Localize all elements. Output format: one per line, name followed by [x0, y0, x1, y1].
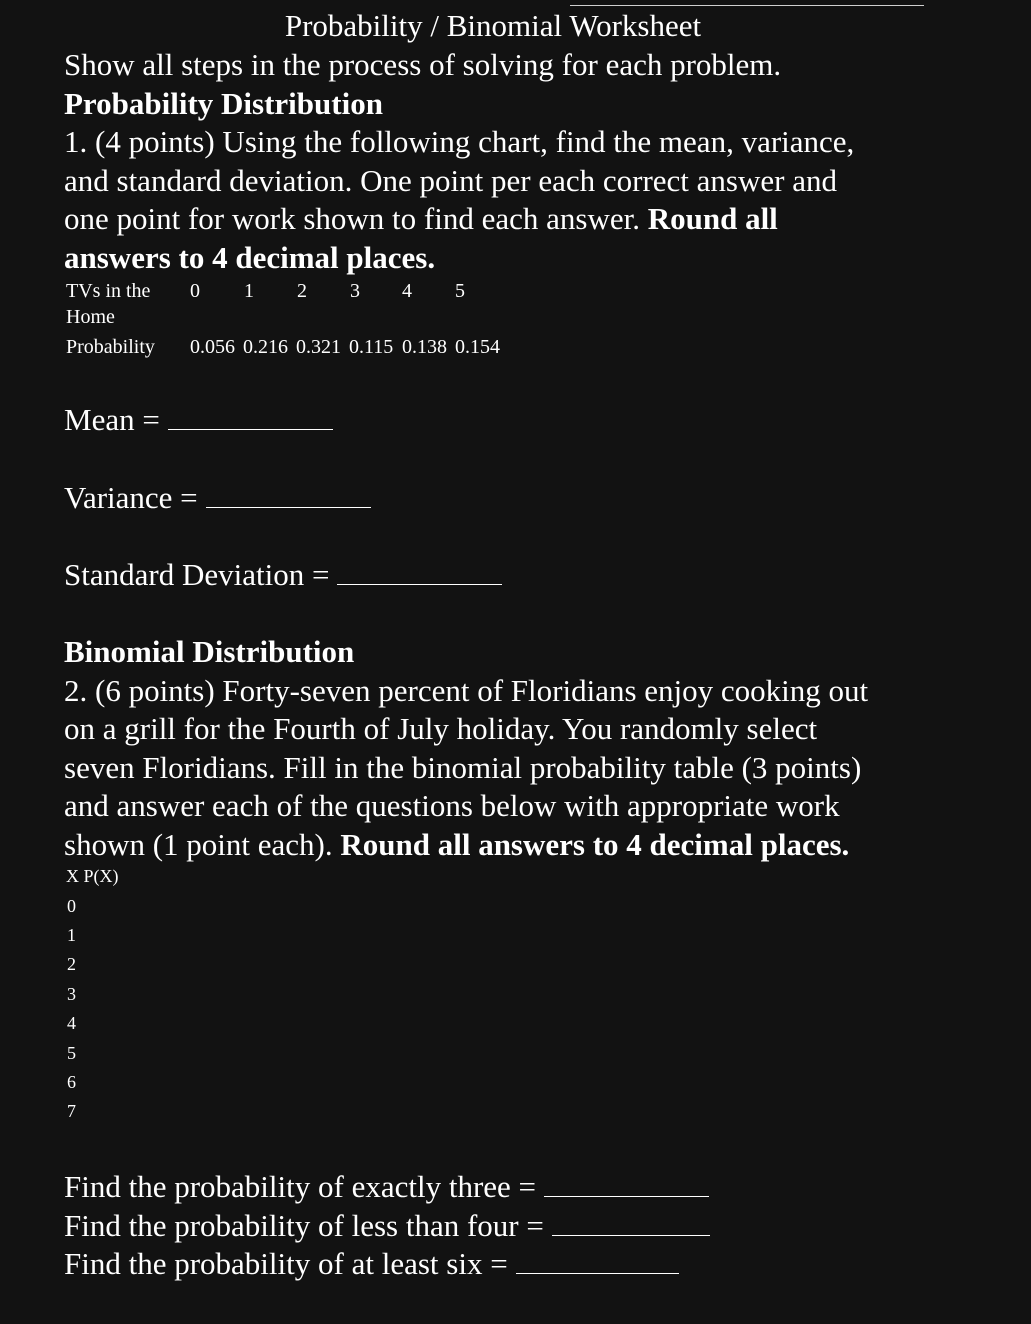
tv-x-value: 0 [190, 280, 200, 302]
less-than-four-blank[interactable] [552, 1234, 710, 1236]
at-least-six-question [64, 1246, 679, 1282]
probability-value: 0.321 [296, 336, 341, 358]
binomial-x-value: 7 [67, 1101, 76, 1121]
problem1-line3 [64, 201, 778, 237]
binomial-x-value: 0 [67, 896, 76, 916]
page-title: Probability / Binomial Worksheet [284, 8, 702, 43]
exactly-three-label: Find the probability of exactly three = [64, 1169, 537, 1204]
problem2-line5 [64, 827, 849, 863]
probability-value: 0.115 [349, 336, 394, 358]
probability-row-label: Probability [66, 336, 155, 358]
tv-x-value: 1 [244, 280, 254, 302]
exactly-three-blank[interactable] [544, 1195, 709, 1197]
variance-answer [64, 480, 371, 516]
binomial-x-value: 4 [67, 1013, 76, 1033]
std-answer [64, 557, 502, 593]
tv-x-value: 2 [297, 280, 307, 302]
probability-value: 0.216 [243, 336, 288, 358]
section1-heading: Probability Distribution [64, 86, 383, 121]
less-than-four-question [64, 1208, 710, 1244]
at-least-six-blank[interactable] [516, 1272, 679, 1274]
tv-x-value: 4 [402, 280, 412, 302]
variance-label: Variance = [64, 480, 198, 515]
problem2-line5-text: shown (1 point each). [64, 827, 333, 862]
problem1-line1: 1. (4 points) Using the following chart, find the mean, variance, [64, 124, 855, 159]
problem2-line4: and answer each of the questions below with appropriate work [64, 788, 840, 823]
binomial-x-value: 5 [67, 1043, 76, 1063]
problem2-line3: seven Floridians. Fill in the binomial probability table (3 points) [64, 750, 862, 785]
binomial-table-header: X P(X) [66, 866, 119, 886]
variance-blank[interactable] [206, 506, 371, 508]
mean-label: Mean = [64, 402, 160, 437]
mean-blank[interactable] [168, 428, 333, 430]
probability-value: 0.056 [190, 336, 235, 358]
tv-row-label-line1: TVs in the [66, 280, 151, 302]
section2-heading: Binomial Distribution [64, 634, 355, 669]
problem1-line4: answers to 4 decimal places. [64, 240, 436, 275]
problem1-line3-bold: Round all [647, 201, 778, 236]
probability-value: 0.138 [402, 336, 447, 358]
problem1-line3-text: one point for work shown to find each answer. [64, 201, 640, 236]
problem2-line2: on a grill for the Fourth of July holiday. You randomly select [64, 711, 818, 746]
tv-x-value: 3 [350, 280, 360, 302]
tv-row-label-line2: Home [66, 306, 115, 328]
binomial-x-value: 3 [67, 984, 76, 1004]
binomial-x-value: 6 [67, 1072, 76, 1092]
instructions: Show all steps in the process of solving for each problem. [64, 47, 782, 82]
tv-x-value: 5 [455, 280, 465, 302]
less-than-four-label: Find the probability of less than four = [64, 1208, 544, 1243]
binomial-x-value: 1 [67, 925, 76, 945]
problem2-line5-bold: Round all answers to 4 decimal places. [340, 827, 850, 862]
top-divider-line [570, 5, 924, 6]
mean-answer [64, 402, 333, 438]
probability-value: 0.154 [455, 336, 500, 358]
exactly-three-question [64, 1169, 709, 1205]
problem1-line2: and standard deviation. One point per each correct answer and [64, 163, 837, 198]
std-label: Standard Deviation = [64, 557, 330, 592]
binomial-x-value: 2 [67, 954, 76, 974]
std-blank[interactable] [337, 583, 502, 585]
at-least-six-label: Find the probability of at least six = [64, 1246, 508, 1281]
problem2-line1: 2. (6 points) Forty-seven percent of Floridians enjoy cooking out [64, 673, 869, 708]
